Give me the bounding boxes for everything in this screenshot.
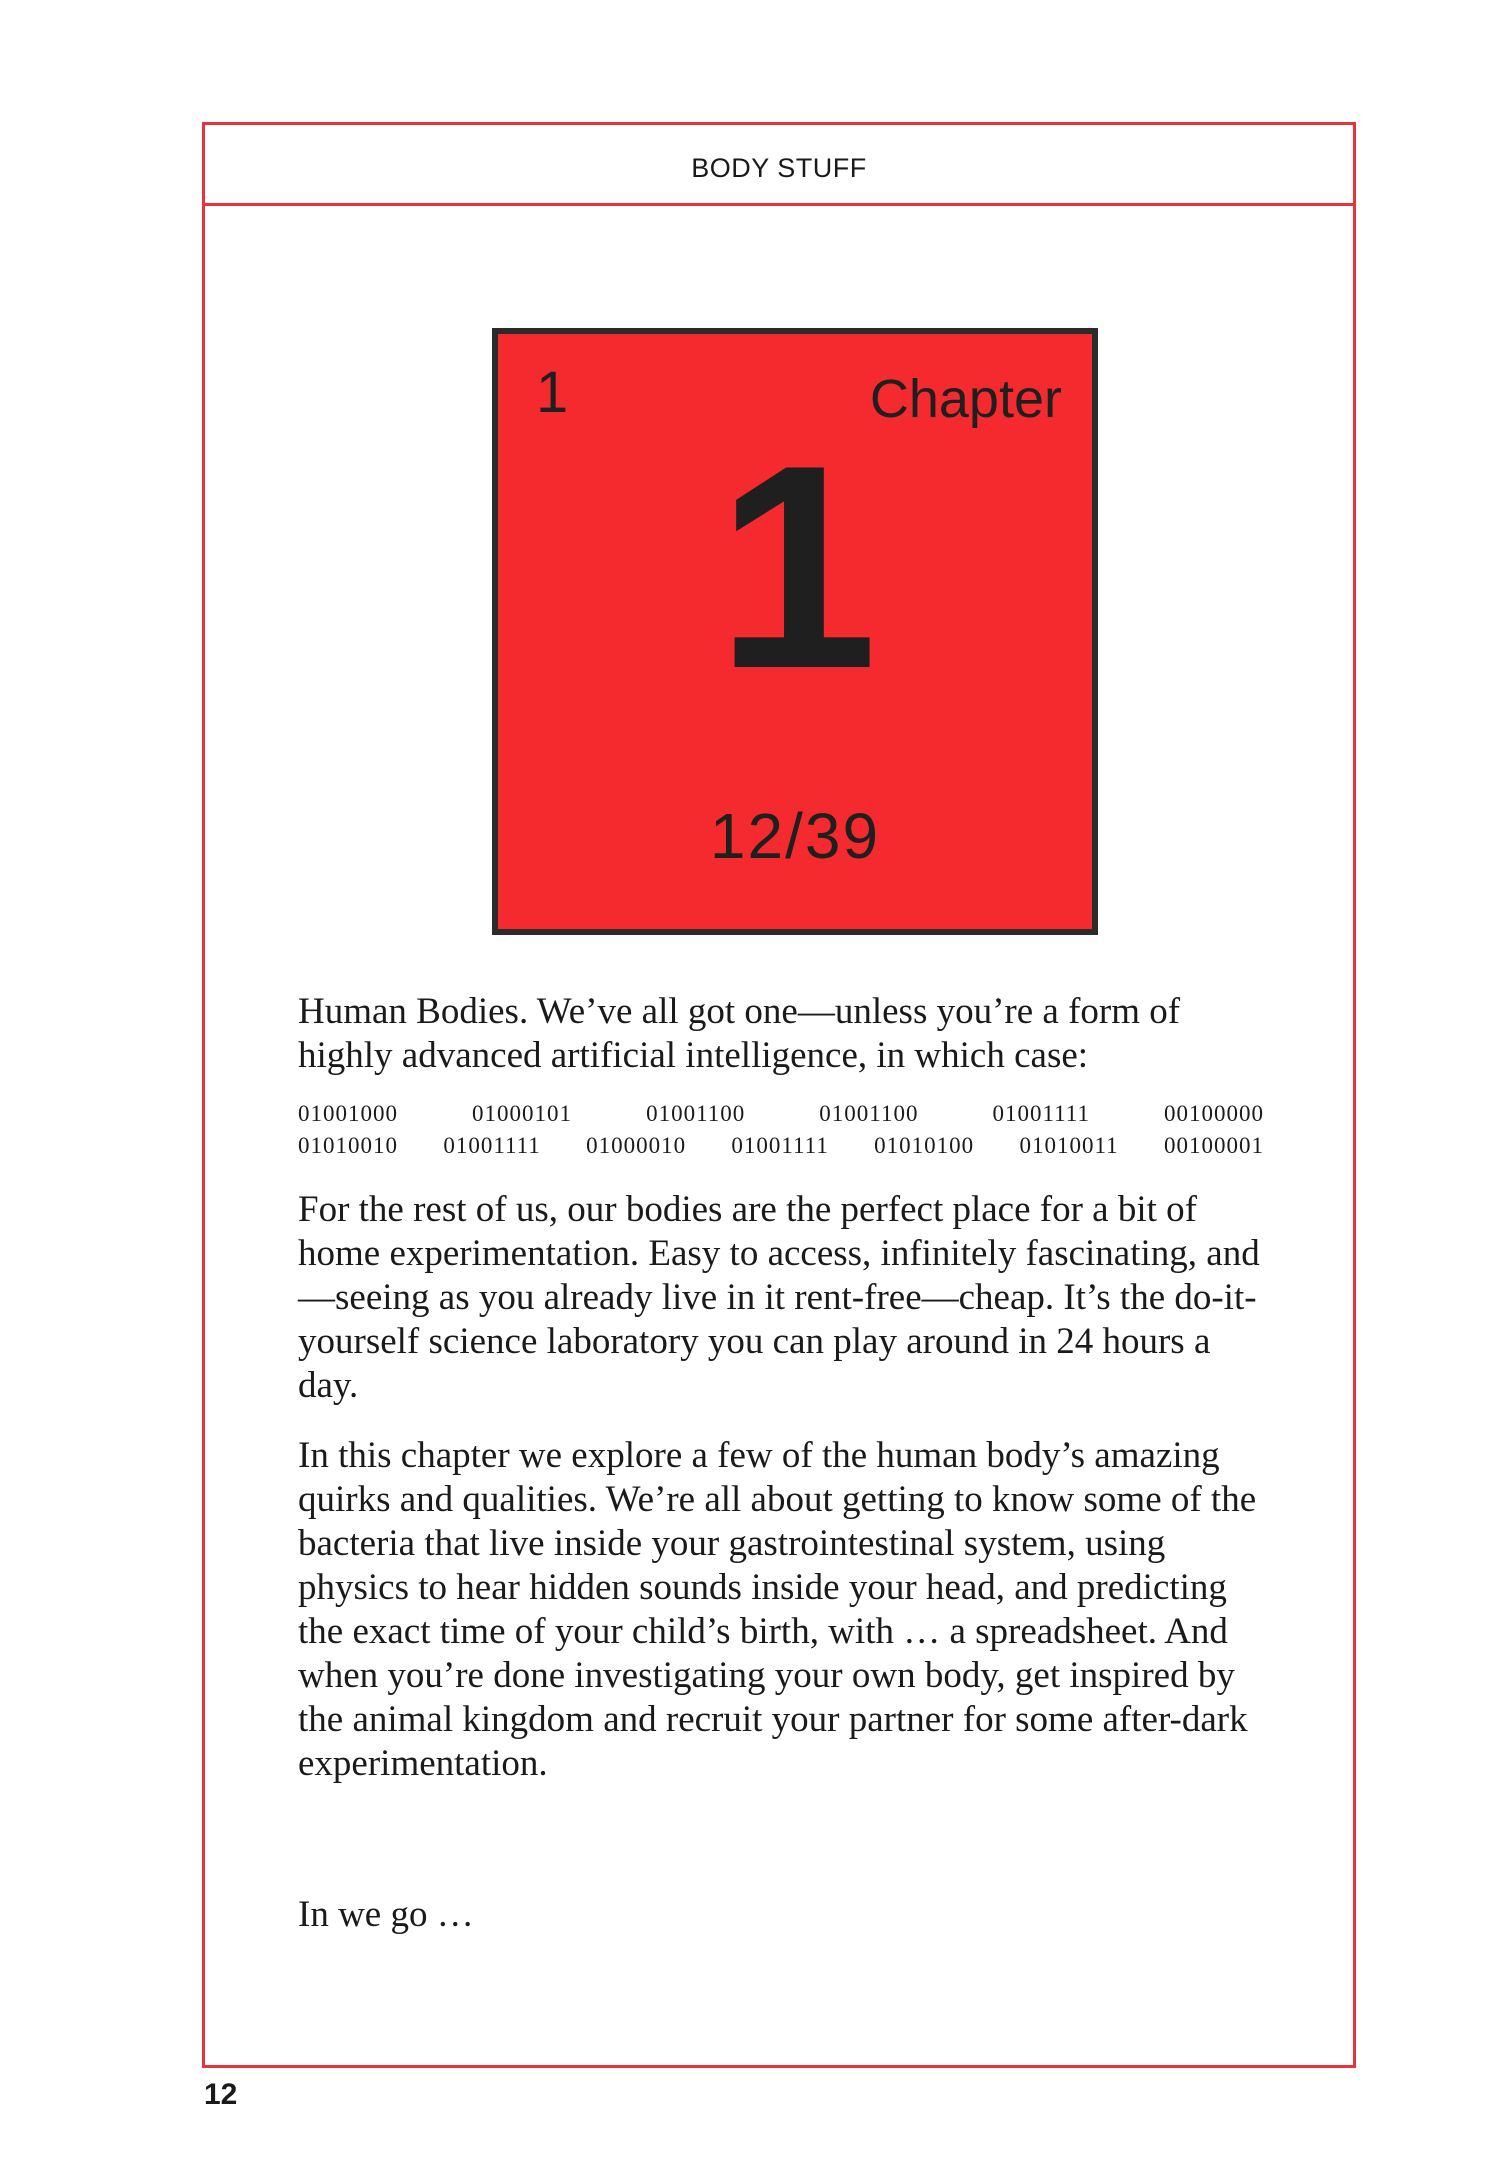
binary-word: 01001111 [731, 1133, 829, 1158]
binary-word: 01000010 [586, 1133, 687, 1158]
intro-paragraph: Human Bodies. We’ve all got one—unless you’re a form of highly advanced artificial intelligence, in which case: [298, 991, 1181, 1076]
chapter-number: 1 [716, 405, 874, 729]
tile-fraction: 12/39 [709, 800, 881, 872]
binary-row-1 [298, 1098, 1264, 1130]
closing-line: In we go … [298, 1894, 474, 1935]
binary-row-2 [298, 1130, 1264, 1162]
tile-index: 1 [536, 360, 569, 425]
binary-word: 01010011 [1019, 1133, 1119, 1158]
binary-word: 01010100 [874, 1133, 975, 1158]
chapter-overview-paragraph: In this chapter we explore a few of the human body’s amazing quirks and qualities. We’re all about getting to know some of the bacteria that live inside your gastrointestinal system, using physics to hear hidden sounds inside your head, and predicting the exact time of your child’s birth, with … a spreadsheet. And when you’re done investigating your own body, get inspired by the animal kingdom and recruit your partner for some after-dark experimentation. [298, 1435, 1257, 1784]
page-number: 12 [204, 2078, 238, 2111]
binary-word: 01001100 [646, 1101, 746, 1126]
rest-paragraph: For the rest of us, our bodies are the perfect place for a bit of home experimentation. Easy to access, infinitely fascinating, and—seeing as you already live in it rent-free—cheap. It’s the do-it-yourself science laboratory you can play around in 24 hours a day. [298, 1189, 1260, 1406]
chapter-tile [492, 328, 1098, 935]
binary-word: 00100001 [1163, 1133, 1264, 1158]
binary-word: 01001111 [443, 1133, 541, 1158]
tile-label: Chapter [869, 369, 1062, 429]
binary-word: 01010010 [298, 1133, 398, 1158]
binary-word: 01000101 [472, 1101, 573, 1126]
binary-word: 00100000 [1164, 1101, 1264, 1126]
binary-word: 01001000 [298, 1101, 398, 1126]
running-title: BODY STUFF [691, 152, 867, 183]
binary-word: 01001111 [992, 1101, 1090, 1126]
running-head [205, 125, 1353, 206]
binary-word: 01001100 [819, 1101, 919, 1126]
